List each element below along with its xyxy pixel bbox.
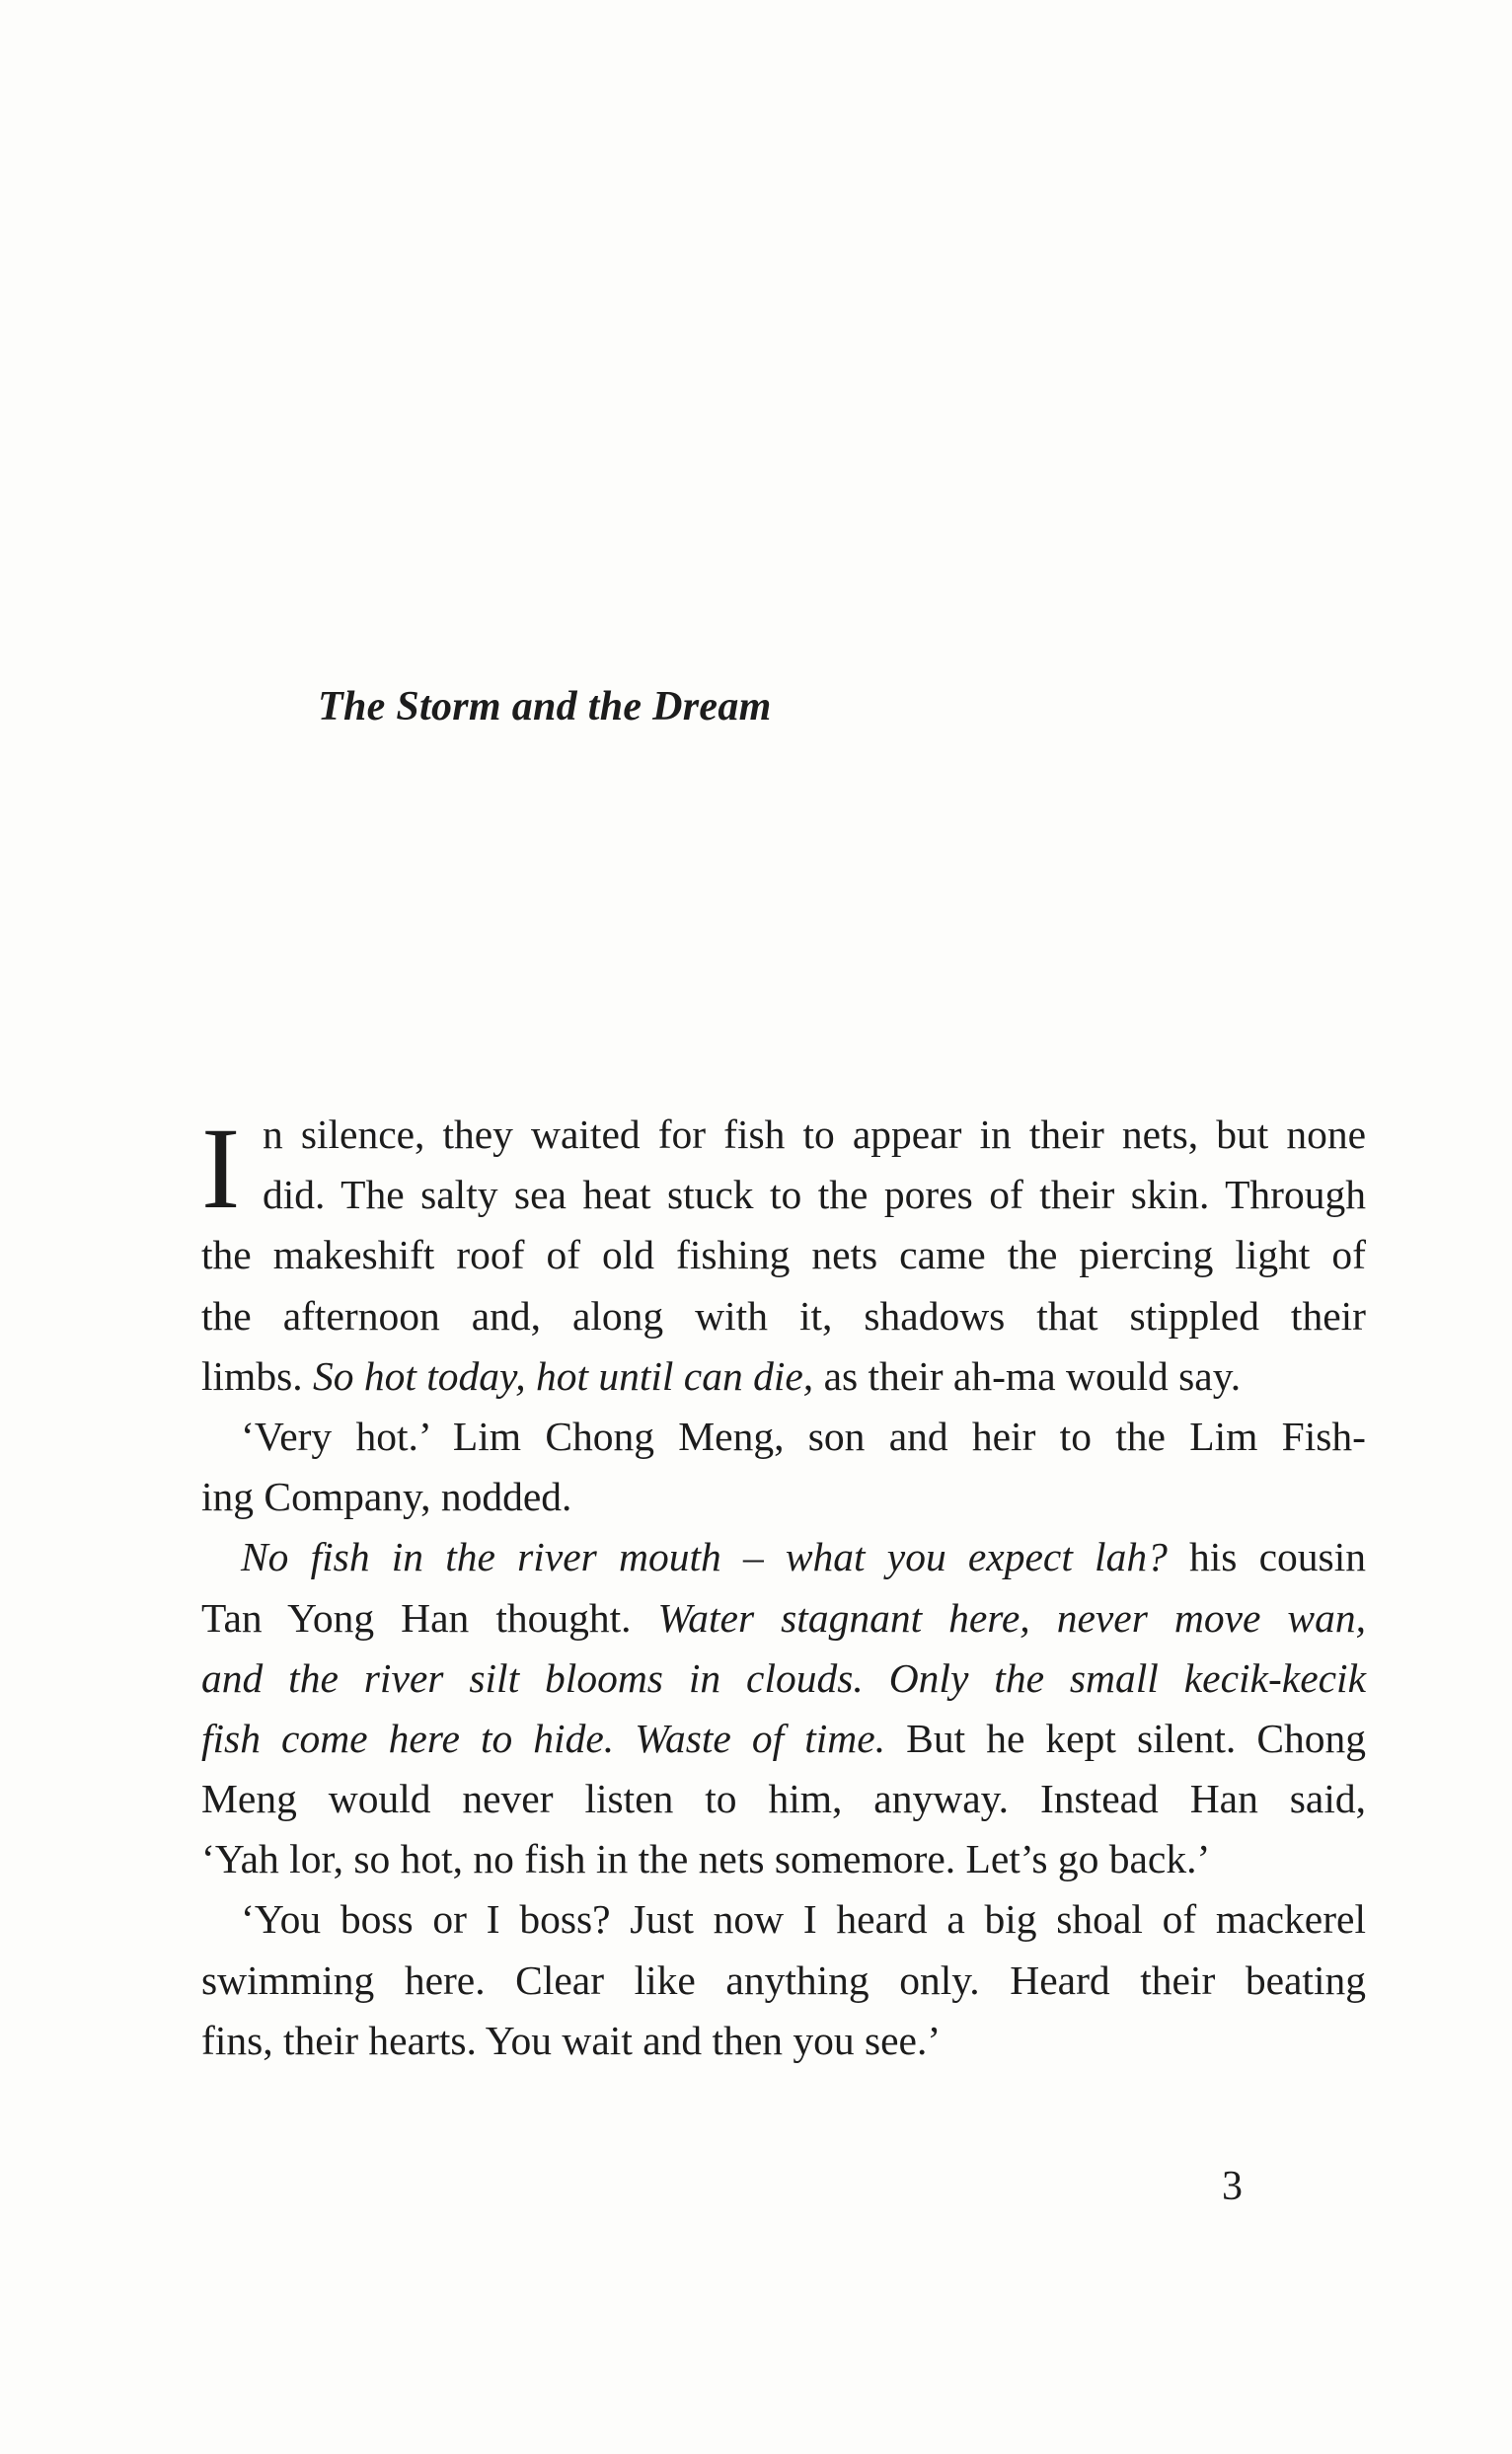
text-line: ‘Yah lor, so hot, no fish in the nets somemore. Let’s go back.’ [201, 1836, 1211, 1882]
text-line: fish come here to hide. Waste of time. But he kept silent. Chong [201, 1715, 1367, 1761]
text-line: fins, their hearts. You wait and then you see.’ [201, 2017, 942, 2063]
text-line: Meng would never listen to him, anyway. Instead Han said, [201, 1776, 1366, 1822]
chapter-title: The Storm and the Dream [318, 684, 772, 729]
text-line: did. The salty sea heat stuck to the pores of their skin. Through [263, 1172, 1366, 1218]
text-line: swimming here. Clear like anything only. Heard their beating [201, 1956, 1366, 2003]
text-line: ‘Very hot.’ Lim Chong Meng, son and heir to the Lim Fish- [241, 1413, 1366, 1459]
page-number: 3 [1222, 2164, 1243, 2209]
text-line: ing Company, nodded. [201, 1474, 572, 1520]
drop-cap: I [201, 1104, 241, 1233]
paragraph-2 [201, 1407, 1366, 1527]
text-line: the afternoon and, along with it, shadows that stippled their [201, 1292, 1366, 1339]
text-line: the makeshift roof of old fishing nets came the piercing light of [201, 1232, 1366, 1278]
paragraph-3 [201, 1527, 1366, 1889]
text-line: Tan Yong Han thought. Water stagnant here, never move wan, [201, 1594, 1366, 1641]
text-line: ‘You boss or I boss? Just now I heard a big shoal of mackerel [241, 1896, 1366, 1943]
paragraph-4 [201, 1889, 1366, 2071]
text-line: limbs. So hot today, hot until can die, as their ah-ma would say. [201, 1352, 1242, 1399]
body-text [201, 1105, 1366, 2071]
text-line: No fish in the river mouth – what you expect lah? his cousin [241, 1534, 1366, 1580]
text-line: I n silence, they waited for fish to appear in their nets, but none [201, 1104, 1366, 1233]
paragraph-1 [201, 1105, 1366, 1407]
text-line: and the river silt blooms in clouds. Only the small kecik-kecik [201, 1654, 1366, 1701]
